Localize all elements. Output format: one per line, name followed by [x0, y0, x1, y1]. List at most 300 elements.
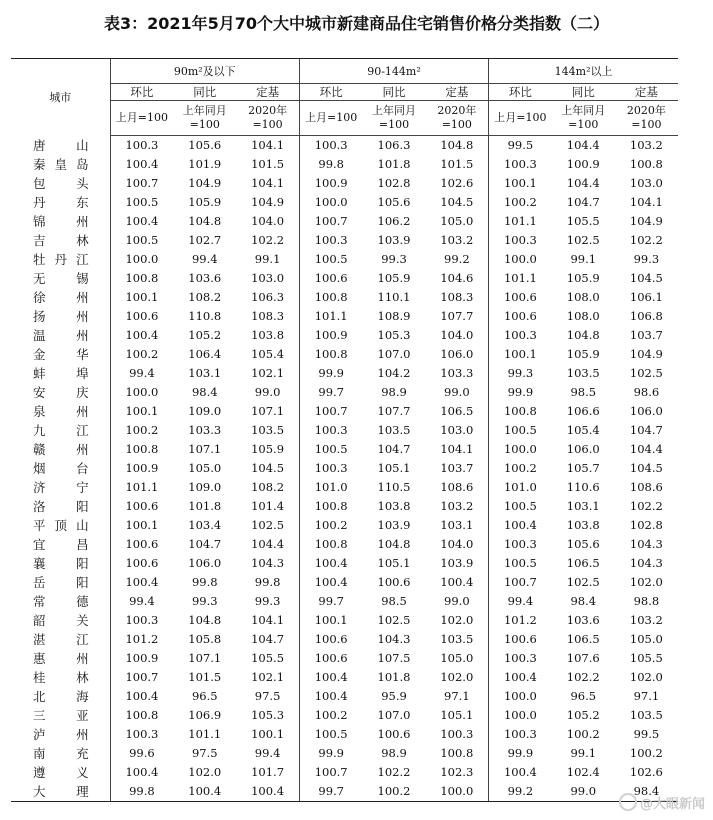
- index-value-cell: 101.5: [188, 670, 222, 684]
- table-row: [11, 212, 678, 231]
- index-value-cell: 100.8: [110, 269, 173, 288]
- index-value-cell: 108.3: [440, 290, 474, 304]
- index-value-cell: 103.8: [251, 328, 285, 342]
- index-value-cell: 104.0: [251, 214, 285, 228]
- index-value-cell: 105.9: [251, 442, 285, 456]
- weibo-logo-icon: [619, 793, 637, 811]
- index-value-cell: 100.6: [110, 554, 173, 573]
- index-value-cell: 100.8: [299, 345, 362, 364]
- index-value-cell: 102.7: [188, 233, 222, 247]
- index-value-cell: 104.1: [251, 613, 285, 627]
- unit-header-yoy: 上年同月=100: [173, 101, 236, 136]
- index-value-cell: 100.6: [110, 307, 173, 326]
- index-value-cell: 108.9: [377, 309, 411, 323]
- index-value-cell: 102.5: [251, 518, 285, 532]
- table-row: [11, 155, 678, 174]
- index-value-cell: 103.0: [629, 176, 663, 190]
- index-value-cell: 100.9: [110, 459, 173, 478]
- city-cell: 北海: [33, 689, 89, 704]
- index-value-cell: 101.9: [188, 157, 222, 171]
- unit-header-yoy: 上年同月=100: [552, 101, 615, 136]
- page-title: 表3：2021年5月70个大中城市新建商品住宅销售价格分类指数（二）: [103, 14, 610, 33]
- watermark: [619, 793, 705, 812]
- index-value-cell: 103.9: [377, 518, 411, 532]
- index-value-cell: 100.2: [362, 782, 425, 802]
- index-value-cell: 100.3: [299, 459, 362, 478]
- index-value-cell: 102.0: [629, 575, 663, 589]
- index-value-cell: 100.3: [489, 231, 552, 250]
- city-cell: 秦皇岛: [33, 157, 89, 172]
- table-row: [11, 459, 678, 478]
- index-value-cell: 104.4: [566, 138, 600, 152]
- index-value-cell: 104.7: [251, 632, 285, 646]
- index-value-cell: 100.5: [299, 725, 362, 744]
- index-value-cell: 106.8: [629, 309, 663, 323]
- index-value-cell: 100.1: [110, 402, 173, 421]
- city-cell: 岳阳: [33, 575, 89, 590]
- index-value-cell: 103.6: [188, 271, 222, 285]
- index-value-cell: 108.0: [566, 290, 600, 304]
- table-row: [11, 364, 678, 383]
- table-row: [11, 763, 678, 782]
- index-value-cell: 99.0: [254, 385, 281, 399]
- index-value-cell: 100.8: [440, 746, 474, 760]
- index-value-cell: 110.5: [377, 480, 411, 494]
- index-value-cell: 105.7: [566, 461, 600, 475]
- sub-header-mom: 环比: [299, 84, 362, 101]
- index-value-cell: 100.3: [489, 725, 552, 744]
- index-value-cell: 99.3: [489, 364, 552, 383]
- unit-header-base: 2020年=100: [426, 101, 489, 136]
- table-row: [11, 440, 678, 459]
- index-value-cell: 106.0: [566, 442, 600, 456]
- index-value-cell: 100.6: [377, 727, 411, 741]
- index-value-cell: 100.7: [110, 174, 173, 193]
- table-row: [11, 725, 678, 744]
- index-value-cell: 99.7: [299, 383, 362, 402]
- index-value-cell: 107.7: [377, 404, 411, 418]
- index-value-cell: 97.1: [444, 689, 470, 703]
- index-value-cell: 105.9: [188, 195, 222, 209]
- index-value-cell: 104.4: [566, 176, 600, 190]
- index-value-cell: 105.4: [566, 423, 600, 437]
- table-row: [11, 516, 678, 535]
- index-value-cell: 99.3: [191, 594, 218, 608]
- index-value-cell: 100.2: [489, 459, 552, 478]
- index-value-cell: 105.6: [566, 537, 600, 551]
- index-value-cell: 99.8: [110, 782, 173, 802]
- index-value-cell: 105.6: [188, 138, 222, 152]
- index-value-cell: 105.5: [566, 214, 600, 228]
- index-value-cell: 99.9: [299, 744, 362, 763]
- index-value-cell: 100.6: [489, 288, 552, 307]
- index-value-cell: 102.2: [566, 670, 600, 684]
- index-value-cell: 108.2: [188, 290, 222, 304]
- index-value-cell: 104.8: [377, 537, 411, 551]
- index-value-cell: 102.4: [566, 765, 600, 779]
- index-value-cell: 96.5: [191, 689, 218, 703]
- index-value-cell: 104.7: [566, 195, 600, 209]
- index-value-cell: 98.4: [615, 782, 678, 802]
- index-value-cell: 102.1: [251, 670, 285, 684]
- index-value-cell: 103.1: [566, 499, 600, 513]
- table-row: [11, 497, 678, 516]
- index-value-cell: 103.7: [629, 328, 663, 342]
- city-cell: 赣州: [33, 442, 89, 457]
- index-value-cell: 103.0: [440, 423, 474, 437]
- index-value-cell: 100.2: [299, 706, 362, 725]
- index-value-cell: 96.5: [570, 689, 597, 703]
- index-value-cell: 105.0: [440, 651, 474, 665]
- index-value-cell: 99.0: [552, 782, 615, 802]
- index-value-cell: 99.1: [254, 252, 281, 266]
- index-value-cell: 99.2: [489, 782, 552, 802]
- index-value-cell: 105.3: [377, 328, 411, 342]
- index-value-cell: 104.3: [251, 556, 285, 570]
- index-value-cell: 100.6: [110, 497, 173, 516]
- city-cell: 牡丹江: [33, 252, 89, 267]
- table-row: [11, 383, 678, 402]
- index-value-cell: 100.4: [110, 212, 173, 231]
- city-cell: 遵义: [33, 765, 89, 780]
- city-cell: 韶关: [33, 613, 89, 628]
- index-value-cell: 104.9: [629, 214, 663, 228]
- sub-header-base: 定基: [236, 84, 299, 101]
- index-value-cell: 100.3: [489, 326, 552, 345]
- table-row: [11, 250, 678, 269]
- index-value-cell: 104.2: [377, 366, 411, 380]
- table-row: [11, 136, 678, 156]
- index-value-cell: 100.8: [299, 288, 362, 307]
- index-value-cell: 102.0: [629, 670, 663, 684]
- index-value-cell: 99.2: [444, 252, 470, 266]
- index-value-cell: 105.0: [440, 214, 474, 228]
- index-value-cell: 99.3: [381, 252, 407, 266]
- index-value-cell: 100.8: [299, 535, 362, 554]
- index-value-cell: 108.6: [629, 480, 663, 494]
- index-value-cell: 106.0: [188, 556, 222, 570]
- index-value-cell: 106.3: [377, 138, 411, 152]
- city-cell: 徐州: [33, 290, 89, 305]
- index-value-cell: 105.0: [629, 632, 663, 646]
- index-value-cell: 106.4: [188, 347, 222, 361]
- index-value-cell: 105.5: [251, 651, 285, 665]
- index-value-cell: 99.9: [299, 364, 362, 383]
- index-value-cell: 100.7: [299, 402, 362, 421]
- index-value-cell: 100.4: [236, 782, 299, 802]
- city-cell: 湛江: [33, 632, 89, 647]
- city-cell: 大理: [11, 782, 110, 802]
- index-value-cell: 108.3: [251, 309, 285, 323]
- index-value-cell: 102.0: [188, 765, 222, 779]
- unit-header-yoy: 上年同月=100: [362, 101, 425, 136]
- index-value-cell: 103.5: [566, 366, 600, 380]
- index-value-cell: 103.2: [629, 138, 663, 152]
- table-row: [11, 535, 678, 554]
- index-value-cell: 110.6: [566, 480, 600, 494]
- index-value-cell: 102.5: [566, 575, 600, 589]
- index-value-cell: 99.4: [110, 592, 173, 611]
- index-value-cell: 103.3: [440, 366, 474, 380]
- index-value-cell: 107.6: [566, 651, 600, 665]
- index-value-cell: 101.1: [489, 269, 552, 288]
- city-cell: 洛阳: [33, 499, 89, 514]
- index-value-cell: 101.4: [251, 499, 285, 513]
- index-value-cell: 103.2: [440, 233, 474, 247]
- city-column-header: 城市: [11, 59, 110, 136]
- index-value-cell: 103.2: [440, 499, 474, 513]
- index-value-cell: 104.5: [251, 461, 285, 475]
- city-cell: 襄阳: [33, 556, 89, 571]
- index-value-cell: 100.4: [299, 687, 362, 706]
- index-value-cell: 110.8: [188, 309, 222, 323]
- index-value-cell: 104.8: [566, 328, 600, 342]
- index-value-cell: 98.4: [191, 385, 218, 399]
- index-value-cell: 106.1: [629, 290, 663, 304]
- index-value-cell: 99.9: [489, 744, 552, 763]
- index-value-cell: 100.7: [299, 763, 362, 782]
- index-value-cell: 100.3: [110, 136, 173, 156]
- index-value-cell: 103.1: [440, 518, 474, 532]
- sub-header-yoy: 同比: [552, 84, 615, 101]
- index-value-cell: 99.5: [489, 136, 552, 156]
- index-value-cell: 100.6: [110, 535, 173, 554]
- index-value-cell: 106.9: [188, 708, 222, 722]
- index-value-cell: 98.5: [381, 594, 407, 608]
- index-value-cell: 98.4: [570, 594, 597, 608]
- index-value-cell: 107.1: [251, 404, 285, 418]
- index-value-cell: 99.4: [254, 746, 281, 760]
- index-value-cell: 100.0: [299, 193, 362, 212]
- table-row: [11, 592, 678, 611]
- index-value-cell: 100.3: [489, 649, 552, 668]
- index-value-cell: 103.2: [629, 613, 663, 627]
- index-value-cell: 100.2: [110, 345, 173, 364]
- index-value-cell: 100.4: [299, 554, 362, 573]
- index-value-cell: 106.5: [566, 632, 600, 646]
- index-value-cell: 102.6: [629, 765, 663, 779]
- index-value-cell: 103.1: [188, 366, 222, 380]
- city-cell: 丹东: [33, 195, 89, 210]
- index-value-cell: 102.5: [566, 233, 600, 247]
- index-value-cell: 98.9: [381, 385, 407, 399]
- index-value-cell: 101.1: [188, 727, 222, 741]
- group-header-medium: 90-144m²: [299, 59, 488, 84]
- index-value-cell: 100.4: [489, 668, 552, 687]
- table-row: [11, 326, 678, 345]
- index-value-cell: 104.9: [251, 195, 285, 209]
- index-value-cell: 105.9: [566, 347, 600, 361]
- city-cell: 泸州: [33, 727, 89, 742]
- index-value-cell: 103.8: [566, 518, 600, 532]
- index-value-cell: 105.2: [566, 708, 600, 722]
- index-value-cell: 100.3: [489, 155, 552, 174]
- index-value-cell: 100.0: [489, 440, 552, 459]
- index-value-cell: 100.4: [440, 575, 474, 589]
- table-row: [11, 307, 678, 326]
- table-row: [11, 288, 678, 307]
- index-value-cell: 102.0: [440, 670, 474, 684]
- city-cell: 惠州: [33, 651, 89, 666]
- index-value-cell: 95.9: [381, 689, 407, 703]
- index-value-cell: 107.5: [377, 651, 411, 665]
- city-cell: 包头: [33, 176, 89, 191]
- index-value-cell: 106.5: [566, 556, 600, 570]
- index-value-cell: 105.3: [251, 708, 285, 722]
- index-value-cell: 100.2: [629, 746, 663, 760]
- index-value-cell: 104.0: [440, 537, 474, 551]
- index-value-cell: 102.1: [251, 366, 285, 380]
- index-value-cell: 100.3: [110, 611, 173, 630]
- index-value-cell: 98.8: [633, 594, 660, 608]
- index-value-cell: 100.0: [489, 706, 552, 725]
- index-value-cell: 99.1: [570, 746, 597, 760]
- index-value-cell: 100.1: [299, 611, 362, 630]
- index-value-cell: 100.1: [110, 288, 173, 307]
- index-value-cell: 102.2: [251, 233, 285, 247]
- index-value-cell: 99.8: [299, 155, 362, 174]
- index-value-cell: 100.8: [489, 402, 552, 421]
- index-value-cell: 104.1: [629, 195, 663, 209]
- index-value-cell: 106.0: [629, 404, 663, 418]
- index-value-cell: 97.1: [633, 689, 660, 703]
- index-value-cell: 99.7: [299, 592, 362, 611]
- city-cell: 安庆: [33, 385, 89, 400]
- table-row: [11, 554, 678, 573]
- index-value-cell: 100.5: [489, 554, 552, 573]
- index-value-cell: 100.1: [489, 174, 552, 193]
- index-value-cell: 99.0: [444, 385, 470, 399]
- index-value-cell: 103.6: [566, 613, 600, 627]
- index-value-cell: 100.4: [110, 155, 173, 174]
- sub-header-base: 定基: [426, 84, 489, 101]
- index-value-cell: 102.5: [377, 613, 411, 627]
- index-value-cell: 104.3: [629, 537, 663, 551]
- index-value-cell: 104.7: [188, 537, 222, 551]
- table-row: [11, 193, 678, 212]
- index-value-cell: 102.2: [629, 233, 663, 247]
- index-value-cell: 108.2: [251, 480, 285, 494]
- city-cell: 温州: [33, 328, 89, 343]
- index-value-cell: 104.8: [188, 214, 222, 228]
- index-value-cell: 106.3: [251, 290, 285, 304]
- index-value-cell: 105.9: [566, 271, 600, 285]
- index-value-cell: 99.4: [191, 252, 218, 266]
- index-value-cell: 97.5: [191, 746, 218, 760]
- index-value-cell: 105.0: [188, 461, 222, 475]
- index-value-cell: 105.4: [251, 347, 285, 361]
- index-value-cell: 99.3: [254, 594, 281, 608]
- index-value-cell: 107.0: [377, 708, 411, 722]
- index-value-cell: 100.0: [489, 250, 552, 269]
- index-value-cell: 101.2: [110, 630, 173, 649]
- table-row: [11, 744, 678, 763]
- index-value-cell: 105.8: [188, 632, 222, 646]
- index-value-cell: 99.0: [444, 594, 470, 608]
- index-value-cell: 100.6: [299, 630, 362, 649]
- index-value-cell: 100.4: [173, 782, 236, 802]
- index-value-cell: 98.5: [570, 385, 597, 399]
- index-value-cell: 100.3: [299, 136, 362, 156]
- index-value-cell: 107.1: [188, 651, 222, 665]
- index-value-cell: 99.7: [299, 782, 362, 802]
- index-value-cell: 107.1: [188, 442, 222, 456]
- index-value-cell: 100.0: [110, 383, 173, 402]
- city-cell: 三亚: [33, 708, 89, 723]
- city-cell: 吉林: [33, 233, 89, 248]
- index-value-cell: 99.4: [110, 364, 173, 383]
- index-value-cell: 101.1: [299, 307, 362, 326]
- index-value-cell: 103.5: [251, 423, 285, 437]
- city-cell: 无锡: [33, 271, 89, 286]
- table-row: [11, 668, 678, 687]
- index-value-cell: 101.5: [251, 157, 285, 171]
- index-value-cell: 100.4: [110, 326, 173, 345]
- city-cell: 平顶山: [33, 518, 89, 533]
- index-value-cell: 100.3: [299, 231, 362, 250]
- index-value-cell: 101.0: [489, 478, 552, 497]
- index-value-cell: 104.1: [251, 138, 285, 152]
- index-value-cell: 106.0: [440, 347, 474, 361]
- index-value-cell: 103.9: [440, 556, 474, 570]
- city-cell: 唐山: [33, 137, 89, 153]
- table-row: [11, 174, 678, 193]
- index-value-cell: 100.5: [489, 497, 552, 516]
- index-value-cell: 103.9: [377, 233, 411, 247]
- index-value-cell: 104.4: [629, 442, 663, 456]
- index-value-cell: 102.2: [377, 765, 411, 779]
- index-value-cell: 100.1: [251, 727, 285, 741]
- index-value-cell: 105.9: [377, 271, 411, 285]
- index-value-cell: 104.0: [440, 328, 474, 342]
- index-value-cell: 100.5: [110, 193, 173, 212]
- index-value-cell: 101.1: [110, 478, 173, 497]
- index-value-cell: 101.1: [489, 212, 552, 231]
- city-cell: 南充: [33, 746, 89, 761]
- index-value-cell: 99.1: [570, 252, 597, 266]
- index-value-cell: 104.5: [629, 461, 663, 475]
- index-value-cell: 100.8: [110, 440, 173, 459]
- index-value-cell: 100.5: [110, 231, 173, 250]
- index-value-cell: 100.8: [299, 497, 362, 516]
- table-row: [11, 573, 678, 592]
- index-value-cell: 100.0: [110, 250, 173, 269]
- index-value-cell: 100.2: [566, 727, 600, 741]
- price-index-table: [11, 58, 678, 802]
- index-value-cell: 99.8: [191, 575, 218, 589]
- index-value-cell: 104.5: [440, 195, 474, 209]
- index-value-cell: 103.8: [377, 499, 411, 513]
- index-value-cell: 103.7: [440, 461, 474, 475]
- index-value-cell: 99.9: [489, 383, 552, 402]
- index-value-cell: 101.8: [377, 157, 411, 171]
- city-cell: 九江: [33, 423, 89, 438]
- index-value-cell: 100.4: [489, 516, 552, 535]
- index-value-cell: 100.7: [299, 212, 362, 231]
- table-row: [11, 478, 678, 497]
- group-header-small: 90m²及以下: [110, 59, 299, 84]
- index-value-cell: 100.0: [426, 782, 489, 802]
- index-value-cell: 102.8: [377, 176, 411, 190]
- index-value-cell: 98.6: [633, 385, 660, 399]
- index-value-cell: 100.3: [489, 535, 552, 554]
- index-value-cell: 104.9: [629, 347, 663, 361]
- index-value-cell: 100.6: [489, 630, 552, 649]
- index-value-cell: 102.2: [629, 499, 663, 513]
- index-value-cell: 100.6: [377, 575, 411, 589]
- index-value-cell: 100.8: [629, 157, 663, 171]
- index-value-cell: 100.2: [489, 193, 552, 212]
